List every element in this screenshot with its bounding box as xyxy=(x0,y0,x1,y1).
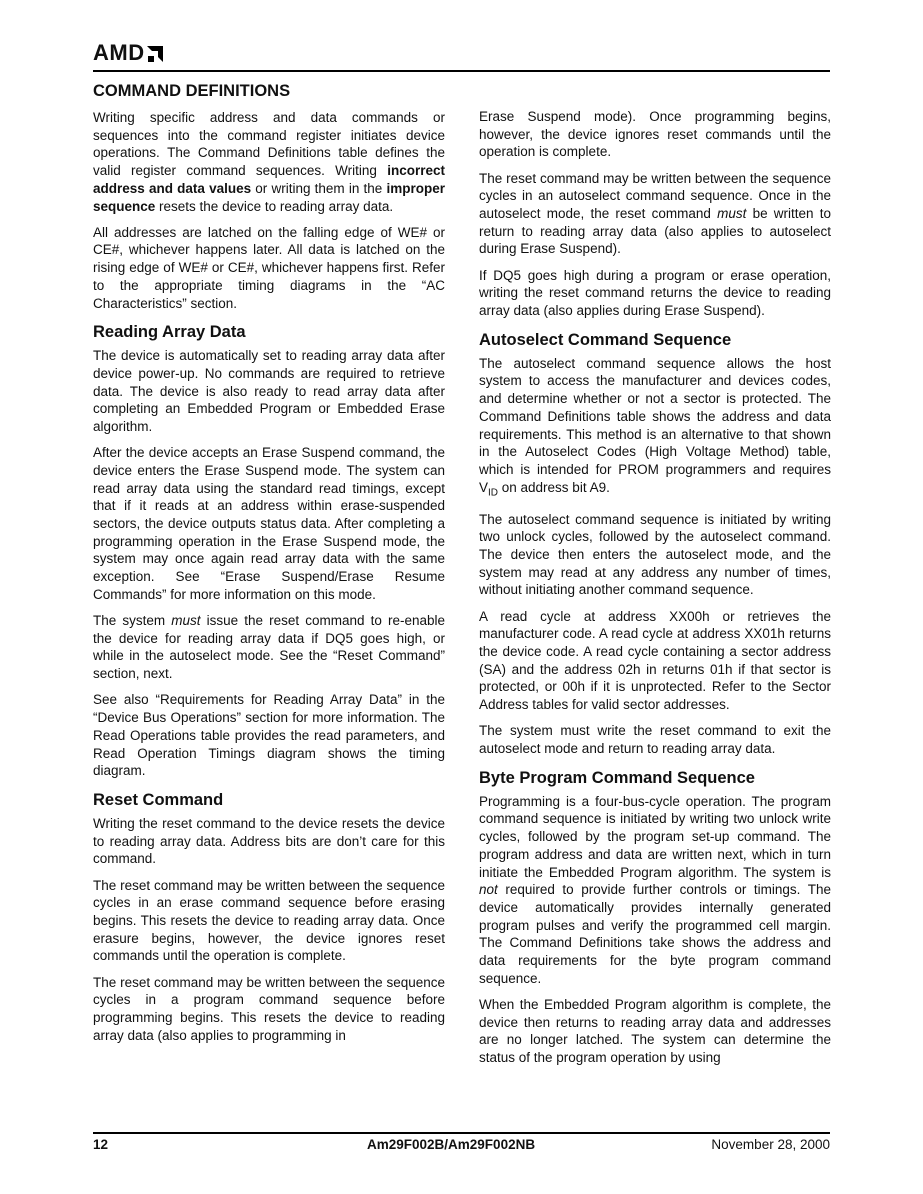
paragraph: See also “Requirements for Reading Array Data” in the “Device Bus Operations” section for more information. The Read Operations table provides the read parameters, and Read Operation Timings diagram shows the timing diagram. xyxy=(93,692,445,779)
footer xyxy=(93,1137,830,1157)
page-number: 12 xyxy=(93,1137,109,1152)
part-number: Am29F002B/Am29F002NB xyxy=(367,1137,536,1152)
subsection-title: Autoselect Command Sequence xyxy=(479,330,732,349)
header-rule xyxy=(93,70,830,72)
subsection-title: Reading Array Data xyxy=(93,323,246,342)
amd-logo xyxy=(93,42,163,64)
paragraph: The reset command may be written between the sequence cycles in a program command sequence before programming begins. This resets the device to reading array data (also applies to programming in xyxy=(93,974,445,1043)
paragraph: If DQ5 goes high during a program or erase operation, writing the reset command returns the device to reading array data (also applies during Erase Suspend). xyxy=(479,267,831,319)
paragraph: The autoselect command sequence is initiated by writing two unlock cycles, followed by the autoselect command. The device then enters the autoselect mode, and the system may read at any address any number of times, without initiating another command sequence. xyxy=(479,511,831,598)
paragraph: Writing specific address and data commands or sequences into the command register initiates device operations. The Command Definitions table defines the valid register command sequences. Writing incorrect address and data values or writing them in the improper sequence resets the device to reading array data. xyxy=(93,110,445,214)
publication-date: November 28, 2000 xyxy=(711,1137,830,1152)
paragraph: After the device accepts an Erase Suspend command, the device enters the Erase Suspend mode. The system can read array data using the standard read timings, except that if it reads at an address within erase-suspended sectors, the device outputs status data. After completing a programming operation in the Erase Suspend mode, the system may once again read array data with the same exception. See “Erase Suspend/Erase Resume Commands” for more information on this mode. xyxy=(93,445,445,602)
paragraph: Writing the reset command to the device resets the device to reading array data. Address bits are don’t care for this command. xyxy=(93,815,445,867)
paragraph: The system must write the reset command to exit the autoselect mode and return to reading array data. xyxy=(479,723,831,756)
section-title: COMMAND DEFINITIONS xyxy=(93,82,291,100)
left-column xyxy=(93,80,445,1053)
paragraph: The reset command may be written between the sequence cycles in an erase command sequence before erasing begins. This resets the device to reading array data. Once erasure begins, however, the device ignores reset commands until the operation is complete. xyxy=(93,877,445,964)
paragraph: Programming is a four-bus-cycle operation. The program command sequence is initiated by writing two unlock write cycles, followed by the program set-up command. The program address and data are written next, which in turn initiate the Embedded Program algorithm. The system is not required to provide further controls or timings. The device automatically provides internally generated program pulses and verify the programmed cell margin. The Command Definitions take shows the address and data requirements for the byte program command sequence. xyxy=(479,793,831,986)
right-column xyxy=(479,108,831,1075)
footer-rule xyxy=(93,1132,830,1134)
paragraph: The autoselect command sequence allows the host system to access the manufacturer and devices codes, and determine whether or not a sector is protected. The Command Definitions table shows the address and data requirements. This method is an alternative to that shown in the Autoselect Codes (High Voltage Method) table, which is intended for PROM programmers and requires $V_{ID}$ on address bit A9. xyxy=(479,355,831,499)
paragraph: A read cycle at address XX00h or retrieves the manufacturer code. A read cycle at address XX01h returns the device code. A read cycle containing a sector address (SA) and the address 02h in returns 01h if that sector is protected, or 00h if it is unprotected. Refer to the Sector Address tables for valid sector addresses. xyxy=(479,608,831,713)
paragraph: The device is automatically set to reading array data after device power-up. No commands are required to retrieve data. The device is also ready to read array data after completing an Embedded Program or Embedded Erase algorithm. xyxy=(93,348,445,435)
paragraph: When the Embedded Program algorithm is complete, the device then returns to reading array data and addresses are no longer latched. The system can determine the status of the program operation by using xyxy=(479,996,831,1066)
logo-text: AMD xyxy=(93,40,145,65)
paragraph: Erase Suspend mode). Once programming begins, however, the device ignores reset commands until the operation is complete. xyxy=(479,109,831,160)
amd-arrow-icon xyxy=(147,46,163,62)
subsection-title: Reset Command xyxy=(93,790,224,809)
paragraph: The reset command may be written between the sequence cycles in an autoselect command sequence. Once in the autoselect mode, the reset command must be written to return to reading array data (also applies to autoselect during Erase Suspend). xyxy=(479,170,831,257)
subsection-title: Byte Program Command Sequence xyxy=(479,768,755,787)
paragraph: The system must issue the reset command to re-enable the device for reading array data if DQ5 goes high, or while in the autoselect mode. See the “Reset Command” section, next. xyxy=(93,613,445,682)
paragraph: All addresses are latched on the falling edge of WE# or CE#, whichever happens later. All data is latched on the rising edge of WE# or CE#, whichever happens first. Refer to the appropriate timing diagrams in the “AC Characteristics” section. xyxy=(93,224,445,311)
